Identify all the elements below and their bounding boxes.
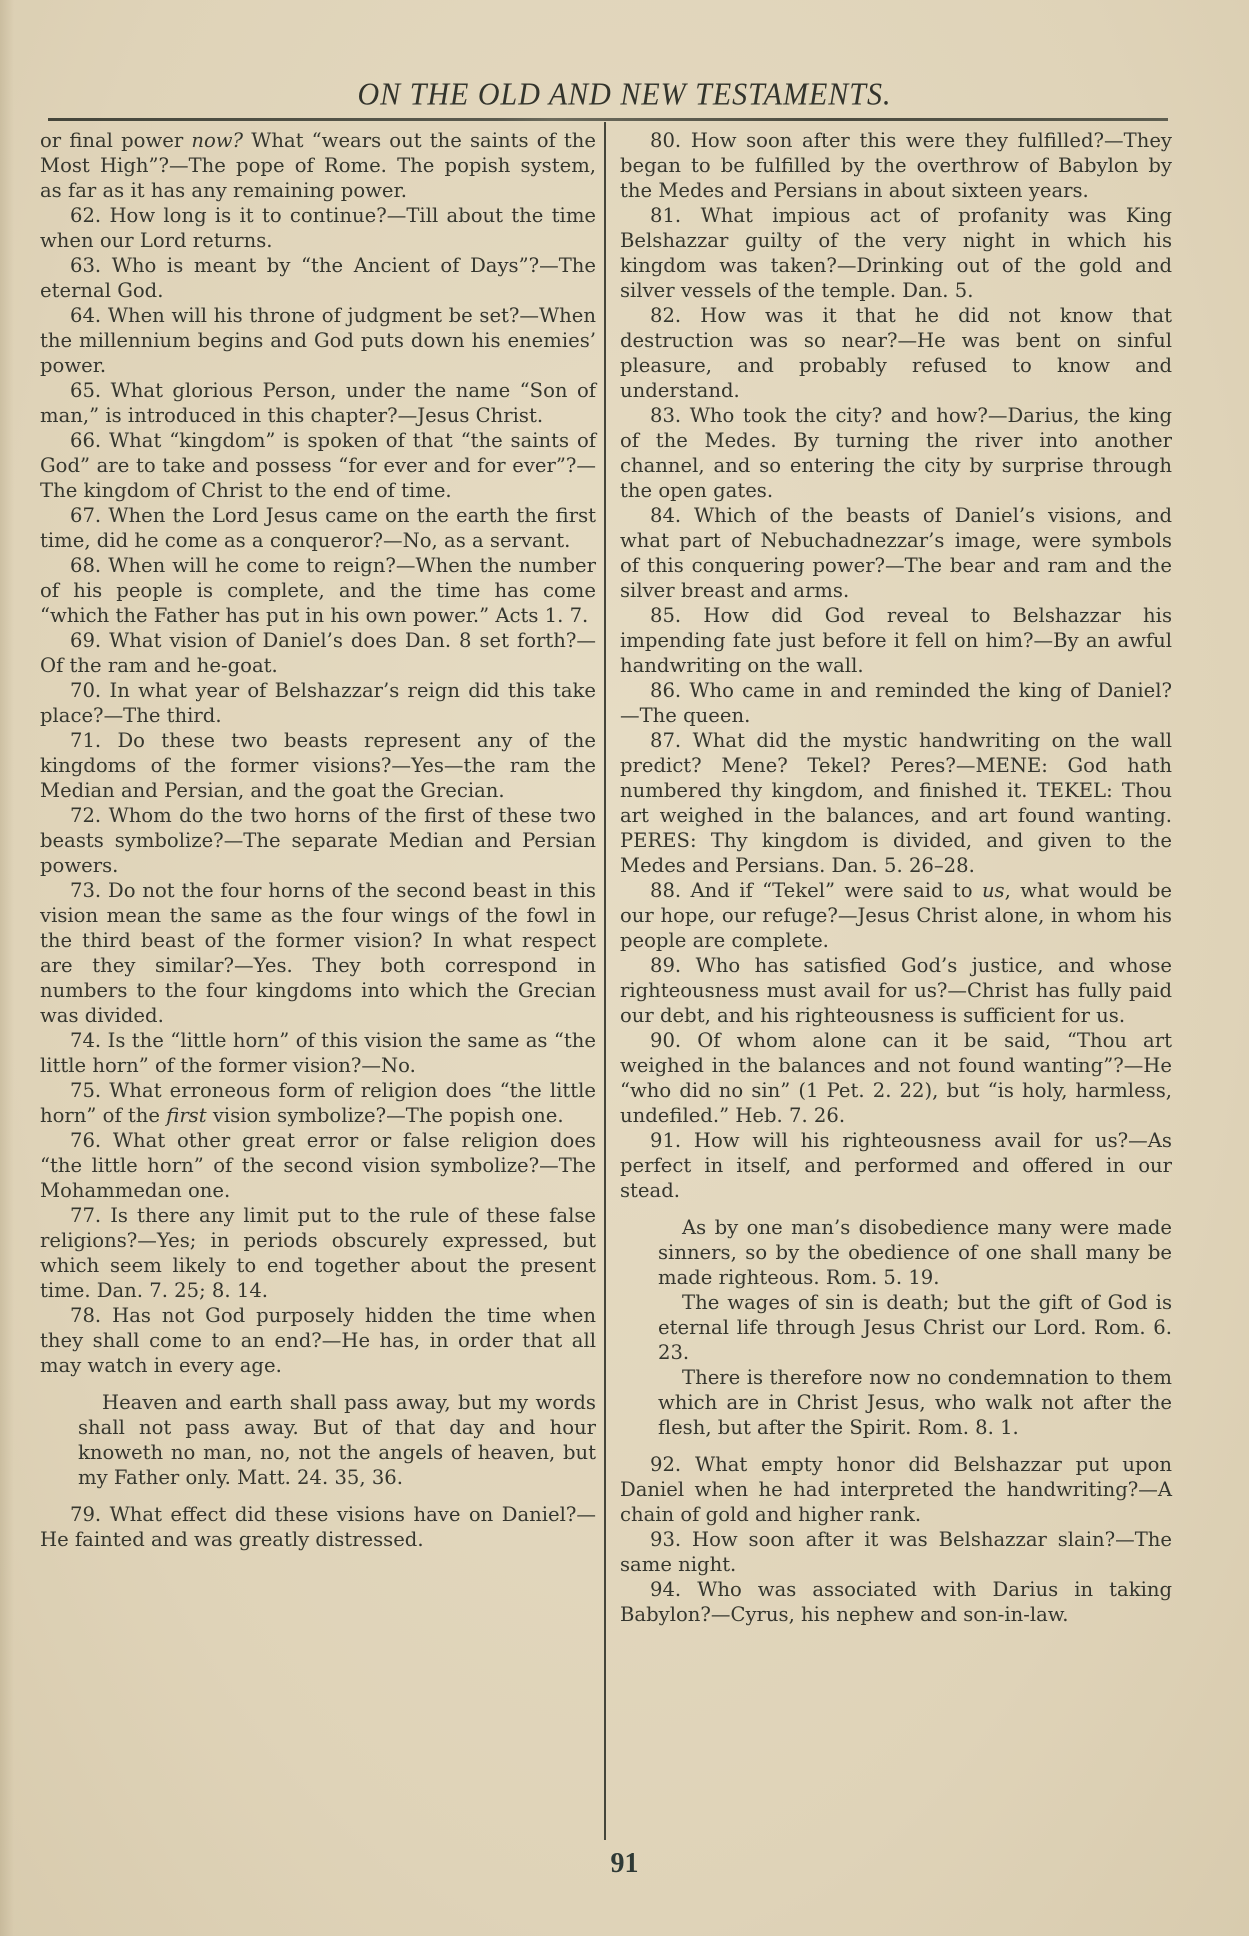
scripture-text: Heaven and earth shall pass away, but my words shall not pass away. But of that day and hour knoweth no man, no, not the angels of heaven, but my Father only. Matt. 24. 35, 36. xyxy=(78,1391,596,1489)
scripture-text: The wages of sin is death; but the gift of God is eternal life through Jesus Christ our Lord. Rom. 6. 23. xyxy=(658,1291,1172,1364)
page-number: 91 xyxy=(610,1848,639,1879)
question-88 xyxy=(620,878,1172,953)
question-number: 81. xyxy=(650,204,682,227)
question-text: In what year of Belshazzar’s reign did this take place?—The third. xyxy=(40,679,596,727)
question-86 xyxy=(620,678,1172,728)
question-number: 75. xyxy=(70,1079,102,1102)
question-text: When will he come to reign?—When the number of his people is complete, and the time has come “which the Father has put in his own power.” Acts 1. 7. xyxy=(40,554,596,627)
question-87 xyxy=(620,728,1172,878)
question-text: Who took the city? and how?—Darius, the king of the Medes. By turning the river into another channel, and so entering the city by surprise through the open gates. xyxy=(620,404,1172,502)
question-76 xyxy=(40,1128,596,1203)
continuation-paragraph xyxy=(40,128,596,203)
question-65 xyxy=(40,378,596,428)
question-80 xyxy=(620,128,1172,203)
question-text-rest: vision symbolize?—The popish one. xyxy=(206,1104,564,1127)
question-number: 69. xyxy=(70,629,102,652)
question-number: 87. xyxy=(650,729,682,752)
header-rule xyxy=(48,118,1168,121)
question-93 xyxy=(620,1527,1172,1577)
question-73 xyxy=(40,878,596,1028)
continuation-text-rest: What “wears out the saints of the Most High”?—The pope of Rome. The popish system, as far as it has any remaining power. xyxy=(40,129,596,202)
question-number: 83. xyxy=(650,404,682,427)
question-number: 78. xyxy=(70,1304,102,1327)
scripture-quote xyxy=(78,1390,596,1490)
question-79 xyxy=(40,1502,596,1552)
question-text: What impious act of profanity was King Belshazzar guilty of the very night in which his kingdom was taken?—Drinking out of the gold and silver vessels of the temple. Dan. 5. xyxy=(620,204,1172,302)
question-text: Who has satisfied God’s justice, and whose righteousness must avail for us?—Christ has fully paid our debt, and his righteousness is sufficient for us. xyxy=(620,954,1172,1027)
question-number: 82. xyxy=(650,304,682,327)
question-number: 71. xyxy=(70,729,102,752)
question-text: Who was associated with Darius in taking Babylon?—Cyrus, his nephew and son-in-law. xyxy=(620,1578,1172,1626)
question-text: Who came in and reminded the king of Daniel?—The queen. xyxy=(620,679,1172,727)
question-text: Of whom alone can it be said, “Thou art weighed in the balances and not found wanting”?—He “who did no sin” (1 Pet. 2. 22), but “is holy, harmless, undefiled.” Heb. 7. 26. xyxy=(620,1029,1172,1127)
question-69 xyxy=(40,628,596,678)
left-column xyxy=(40,128,596,1552)
question-number: 91. xyxy=(650,1129,682,1152)
question-text: How will his righteousness avail for us?—As perfect in itself, and performed and offered in our stead. xyxy=(620,1129,1172,1202)
question-text: Which of the beasts of Daniel’s visions, and what part of Nebuchadnezzar’s image, were symbols of this conquering power?—The bear and ram and the silver breast and arms. xyxy=(620,504,1172,602)
question-text: Do these two beasts represent any of the kingdoms of the former visions?—Yes—the ram the Median and Persian, and the goat the Grecian. xyxy=(40,729,596,802)
question-text-rest: , what would be our hope, our refuge?—Jesus Christ alone, in whom his people are complete. xyxy=(620,879,1172,952)
question-number: 68. xyxy=(70,554,102,577)
scripture-text: There is therefore now no condemnation to them which are in Christ Jesus, who walk not after the flesh, but after the Spirit. Rom. 8. 1. xyxy=(658,1366,1172,1439)
question-number: 72. xyxy=(70,804,102,827)
scripture-quotes xyxy=(658,1215,1172,1440)
question-text: How long is it to continue?—Till about the time when our Lord returns. xyxy=(40,204,597,252)
question-62 xyxy=(40,203,596,253)
question-number: 73. xyxy=(70,879,102,902)
question-text: What did the mystic handwriting on the wall predict? Mene? Tekel? Peres?—MENE: God hath numbered thy kingdom, and finished it. TEKEL: Thou art weighed in the balances, and art found wanting. PERES: Thy kingdom is divided, and given to the Medes and Persians. Dan. 5. 26–28. xyxy=(620,729,1172,877)
question-67 xyxy=(40,503,596,553)
question-84 xyxy=(620,503,1172,603)
question-text: What glorious Person, under the name “Son of man,” is introduced in this chapter?—Jesus Christ. xyxy=(40,379,596,427)
question-70 xyxy=(40,678,596,728)
right-column xyxy=(620,128,1172,1627)
question-number: 64. xyxy=(70,304,102,327)
question-78 xyxy=(40,1303,596,1378)
question-90 xyxy=(620,1028,1172,1128)
question-text: How soon after this were they fulfilled?—They began to be fulfilled by the overthrow of Babylon by the Medes and Persians in about sixteen years. xyxy=(620,129,1172,202)
question-number: 89. xyxy=(650,954,682,977)
question-72 xyxy=(40,803,596,878)
question-83 xyxy=(620,403,1172,503)
question-number: 76. xyxy=(70,1129,102,1152)
question-text: When the Lord Jesus came on the earth the first time, did he come as a conqueror?—No, as a servant. xyxy=(40,504,597,552)
question-81 xyxy=(620,203,1172,303)
question-text: What other great error or false religion does “the little horn” of the second vision symbolize?—The Mohammedan one. xyxy=(40,1129,596,1202)
question-63 xyxy=(40,253,596,303)
question-number: 62. xyxy=(70,204,102,227)
question-number: 70. xyxy=(70,679,102,702)
question-number: 92. xyxy=(650,1453,682,1476)
question-number: 85. xyxy=(650,604,682,627)
question-71 xyxy=(40,728,596,803)
question-text: How did God reveal to Belshazzar his impending fate just before it fell on him?—By an awful handwriting on the wall. xyxy=(620,604,1172,677)
question-number: 88. xyxy=(650,879,682,902)
question-number: 79. xyxy=(70,1503,102,1526)
question-text: And if “Tekel” were said to xyxy=(690,879,982,902)
question-text: Whom do the two horns of the first of these two beasts symbolize?—The separate Median and Persian powers. xyxy=(40,804,596,877)
question-number: 66. xyxy=(70,429,102,452)
question-text: What erroneous form of religion does “the little horn” of the xyxy=(40,1079,596,1127)
question-number: 94. xyxy=(650,1578,682,1601)
question-text: Has not God purposely hidden the time when they shall come to an end?—He has, in order that all may watch in every age. xyxy=(40,1304,596,1377)
question-text: How soon after it was Belshazzar slain?—The same night. xyxy=(620,1528,1172,1576)
question-text: What “kingdom” is spoken of that “the saints of God” are to take and possess “for ever and for ever”?—The kingdom of Christ to the end of time. xyxy=(40,429,596,502)
question-number: 67. xyxy=(70,504,102,527)
question-94 xyxy=(620,1577,1172,1627)
question-number: 77. xyxy=(70,1204,102,1227)
question-number: 63. xyxy=(70,254,102,277)
question-75 xyxy=(40,1078,596,1128)
question-89 xyxy=(620,953,1172,1028)
question-number: 84. xyxy=(650,504,682,527)
page-edge-shadow xyxy=(0,0,14,1936)
question-text: Do not the four horns of the second beast in this vision mean the same as the four wings of the fowl in the third beast of the former vision? In what respect are they similar?—Yes. They both correspond in numbers to the four kingdoms into which the Grecian was divided. xyxy=(40,879,596,1027)
question-number: 65. xyxy=(70,379,102,402)
question-text: Is the “little horn” of this vision the same as “the little horn” of the former vision?—No. xyxy=(40,1029,596,1077)
question-85 xyxy=(620,603,1172,678)
question-text: When will his throne of judgment be set?—When the millennium begins and God puts down his enemies’ power. xyxy=(40,304,596,377)
question-68 xyxy=(40,553,596,628)
question-74 xyxy=(40,1028,596,1078)
question-number: 80. xyxy=(650,129,682,152)
continuation-italic: now? xyxy=(191,129,244,152)
question-77 xyxy=(40,1203,596,1303)
question-66 xyxy=(40,428,596,503)
question-italic: first xyxy=(166,1104,207,1127)
page-title: ON THE OLD AND NEW TESTAMENTS. xyxy=(357,77,892,112)
question-text: Who is meant by “the Ancient of Days”?—The eternal God. xyxy=(40,254,596,302)
question-64 xyxy=(40,303,596,378)
question-text: How was it that he did not know that destruction was so near?—He was bent on sinful pleasure, and probably refused to know and understand. xyxy=(620,304,1172,402)
question-number: 93. xyxy=(650,1528,682,1551)
continuation-text: or final power xyxy=(40,129,192,152)
question-text: What empty honor did Belshazzar put upon Daniel when he had interpreted the handwriting?—A chain of gold and higher rank. xyxy=(620,1453,1172,1526)
question-text: What effect did these visions have on Daniel?—He fainted and was greatly distressed. xyxy=(40,1503,596,1551)
question-number: 86. xyxy=(650,679,682,702)
column-divider xyxy=(604,122,606,1840)
question-text: What vision of Daniel’s does Dan. 8 set forth?—Of the ram and he-goat. xyxy=(40,629,596,677)
question-number: 74. xyxy=(70,1029,102,1052)
scripture-text: As by one man’s disobedience many were made sinners, so by the obedience of one shall many be made righteous. Rom. 5. 19. xyxy=(658,1216,1172,1289)
question-92 xyxy=(620,1452,1172,1527)
question-italic: us xyxy=(981,879,1005,902)
question-number: 90. xyxy=(650,1029,682,1052)
question-82 xyxy=(620,303,1172,403)
question-91 xyxy=(620,1128,1172,1203)
question-text: Is there any limit put to the rule of these false religions?—Yes; in periods obscurely expressed, but which seem likely to end together about the present time. Dan. 7. 25; 8. 14. xyxy=(40,1204,596,1302)
